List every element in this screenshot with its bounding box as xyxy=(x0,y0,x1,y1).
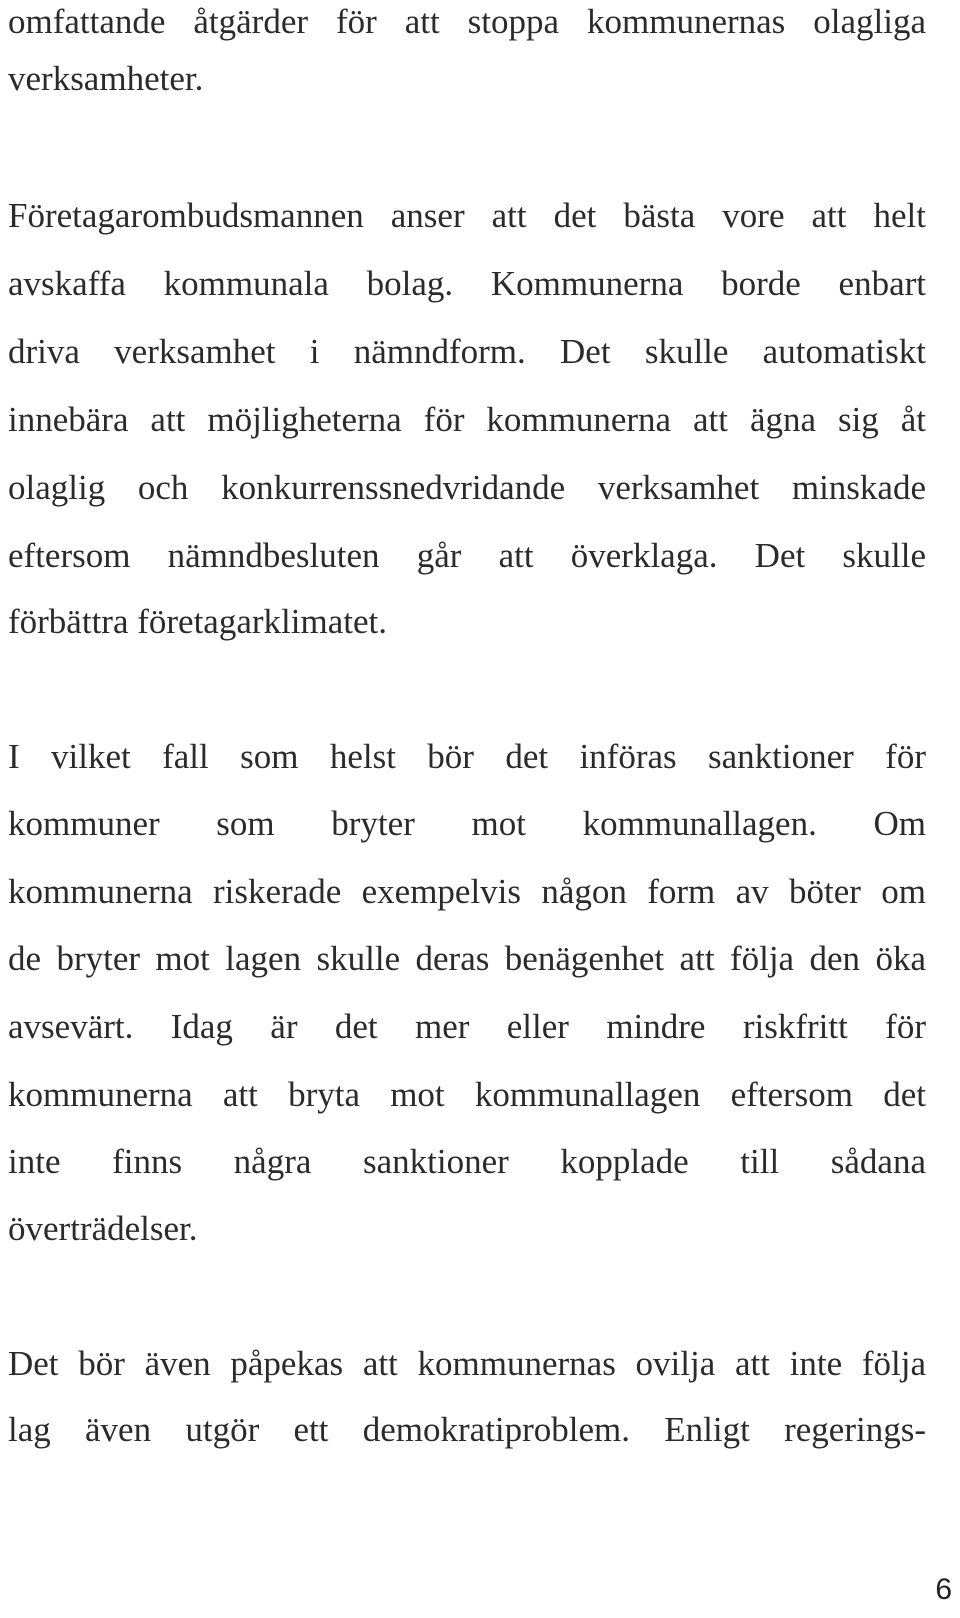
text-line: innebära att möjligheterna för kommunerna att ägna sig åt xyxy=(8,400,926,439)
text-line: överträdelser. xyxy=(8,1209,198,1248)
text-line: omfattande åtgärder för att stoppa kommunernas olagliga xyxy=(8,2,926,41)
text-line: verksamheter. xyxy=(8,59,204,98)
text-line: inte finns några sanktioner kopplade till sådana xyxy=(8,1142,926,1181)
text-line: kommunerna riskerade exempelvis någon form av böter om xyxy=(8,872,926,911)
text-line: lag även utgör ett demokratiproblem. Enligt regerings- xyxy=(8,1410,926,1449)
text-line: olaglig och konkurrenssnedvridande verksamhet minskade xyxy=(8,468,926,507)
text-line: I vilket fall som helst bör det införas sanktioner för xyxy=(8,737,926,776)
text-line: driva verksamhet i nämndform. Det skulle automatiskt xyxy=(8,332,926,371)
text-line: avskaffa kommunala bolag. Kommunerna borde enbart xyxy=(8,264,926,303)
text-line: eftersom nämndbesluten går att överklaga. Det skulle xyxy=(8,536,926,575)
page-number: 6 xyxy=(935,1573,952,1606)
text-line: Det bör även påpekas att kommunernas ovilja att inte följa xyxy=(8,1344,926,1383)
text-line: kommunerna att bryta mot kommunallagen eftersom det xyxy=(8,1075,926,1114)
text-line: Företagarombudsmannen anser att det bästa vore att helt xyxy=(8,196,926,235)
text-line: avsevärt. Idag är det mer eller mindre riskfritt för xyxy=(8,1007,926,1046)
text-line: de bryter mot lagen skulle deras benägenhet att följa den öka xyxy=(8,939,926,978)
text-line: förbättra företagarklimatet. xyxy=(8,602,387,641)
text-line: kommuner som bryter mot kommunallagen. Om xyxy=(8,804,926,843)
